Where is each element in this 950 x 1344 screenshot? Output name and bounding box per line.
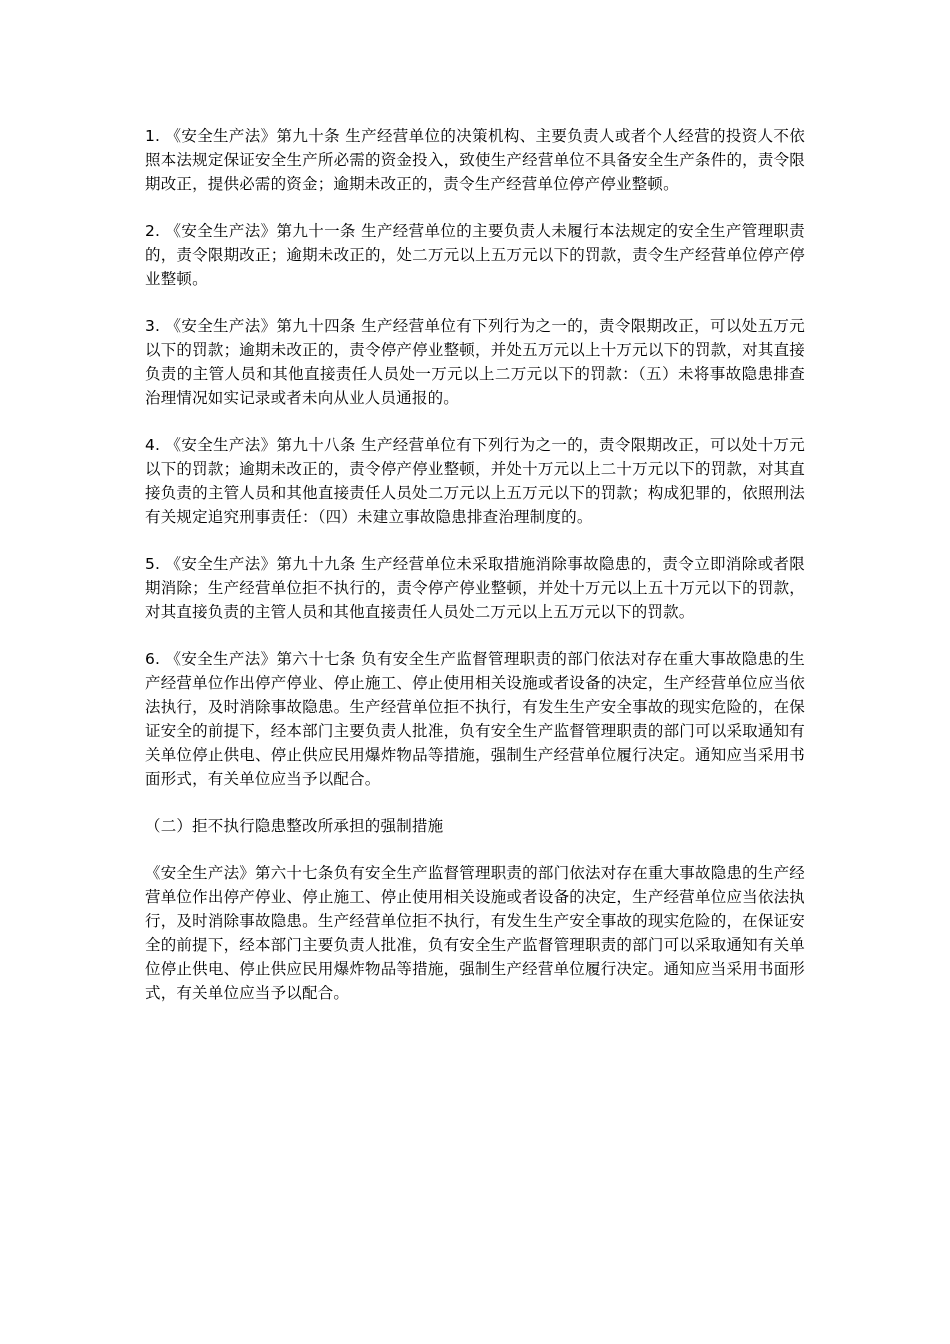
paragraph-4: 4. 《安全生产法》第九十八条 生产经营单位有下列行为之一的，责令限期改正，可以处十万元以下的罚款；逾期未改正的，责令停产停业整顿，并处十万元以上二十万元以下的罚款，对其直接负责的主管人员和其他直接责任人员处二万元以上五万元以下的罚款；构成犯罪的，依照刑法有关规定追究刑事责任：（四）未建立事故隐患排查治理制度的。 [145,436,805,526]
document-page [145,124,805,1028]
paragraph-3: 3. 《安全生产法》第九十四条 生产经营单位有下列行为之一的，责令限期改正，可以处五万元以下的罚款；逾期未改正的，责令停产停业整顿，并处五万元以上十万元以下的罚款，对其直接负责的主管人员和其他直接责任人员处一万元以上二万元以下的罚款：（五）未将事故隐患排查治理情况如实记录或者未向从业人员通报的。 [145,317,805,407]
section-heading: （二）拒不执行隐患整改所承担的强制措施 [145,817,444,835]
paragraph-5: 5. 《安全生产法》第九十九条 生产经营单位未采取措施消除事故隐患的，责令立即消除或者限期消除；生产经营单位拒不执行的，责令停产停业整顿，并处十万元以上五十万元以下的罚款，对其直接负责的主管人员和其他直接责任人员处二万元以上五万元以下的罚款。 [145,555,805,621]
paragraph-2: 2. 《安全生产法》第九十一条 生产经营单位的主要负责人未履行本法规定的安全生产管理职责的，责令限期改正；逾期未改正的，处二万元以上五万元以下的罚款，责令生产经营单位停产停业整顿。 [145,222,805,288]
paragraph-1: 1. 《安全生产法》第九十条 生产经营单位的决策机构、主要负责人或者个人经营的投资人不依照本法规定保证安全生产所必需的资金投入，致使生产经营单位不具备安全生产条件的，责令限期改正，提供必需的资金；逾期未改正的，责令生产经营单位停产停业整顿。 [145,127,805,193]
final-paragraph: 《安全生产法》第六十七条负有安全生产监督管理职责的部门依法对存在重大事故隐患的生产经营单位作出停产停业、停止施工、停止使用相关设施或者设备的决定，生产经营单位应当依法执行，及时消除事故隐患。生产经营单位拒不执行，有发生生产安全事故的现实危险的，在保证安全的前提下，经本部门主要负责人批准，负有安全生产监督管理职责的部门可以采取通知有关单位停止供电、停止供应民用爆炸物品等措施，强制生产经营单位履行决定。通知应当采用书面形式，有关单位应当予以配合。 [145,864,805,1002]
paragraph-6: 6. 《安全生产法》第六十七条 负有安全生产监督管理职责的部门依法对存在重大事故隐患的生产经营单位作出停产停业、停止施工、停止使用相关设施或者设备的决定，生产经营单位应当依法执行，及时消除事故隐患。生产经营单位拒不执行，有发生生产安全事故的现实危险的，在保证安全的前提下，经本部门主要负责人批准，负有安全生产监督管理职责的部门可以采取通知有关单位停止供电、停止供应民用爆炸物品等措施，强制生产经营单位履行决定。通知应当采用书面形式，有关单位应当予以配合。 [145,650,805,788]
